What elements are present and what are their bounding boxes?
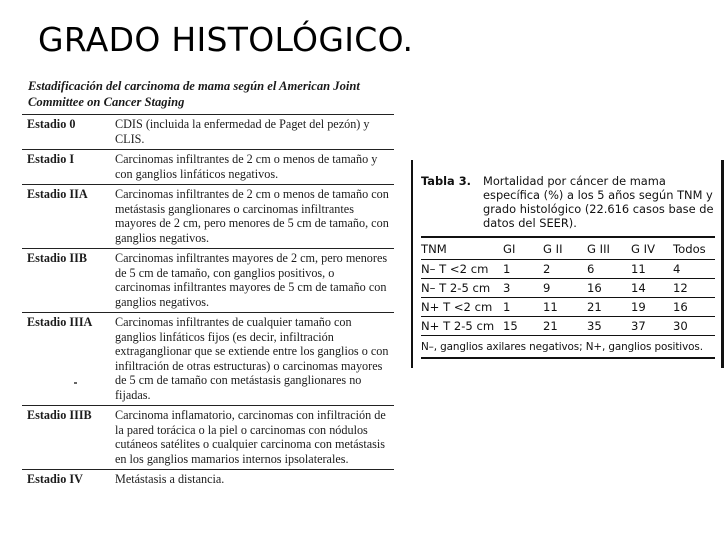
stage-name: Estadio IIB [27, 251, 87, 265]
stage-row [22, 312, 394, 405]
table-cell: 3 [503, 279, 543, 298]
stage-row [22, 149, 394, 184]
stage-row [22, 248, 394, 312]
table-header-row [421, 238, 715, 260]
stage-description: Carcinoma inflamatorio, carcinomas con infiltración de la pared torácica o la piel o carcinomas con nódulos cutáneos satélites o cualquier carcinoma con metástasis en los ganglios mamarios internos ipsolaterales. [115, 408, 386, 466]
stage-name: Estadio IIIB [27, 408, 92, 422]
table-cell: 19 [631, 298, 673, 317]
staging-table [22, 78, 394, 540]
stage-row [22, 405, 394, 469]
table-cell: 21 [543, 317, 587, 336]
table-footnote: N–, ganglios axilares negativos; N+, ganglios positivos. [421, 341, 703, 353]
column-header: G III [587, 242, 610, 256]
mortality-table-panel [411, 160, 724, 368]
table-label: Tabla 3. [421, 174, 471, 188]
stage-name: Estadio IV [27, 472, 83, 486]
table-cell: N+ T 2-5 cm [421, 317, 503, 336]
staging-heading: Estadificación del carcinoma de mama según el American Joint Committee on Cancer Staging [28, 79, 360, 109]
table-cell: 14 [631, 279, 673, 298]
table-cell: 4 [673, 260, 715, 279]
table-row [421, 317, 715, 336]
stage-row [22, 114, 394, 149]
scan-speck [74, 382, 77, 384]
table-row [421, 260, 715, 279]
stage-description: Metástasis a distancia. [115, 472, 225, 486]
column-header: G IV [631, 242, 656, 256]
stage-name: Estadio IIIA [27, 315, 93, 329]
table-cell: 12 [673, 279, 715, 298]
table-cell: N– T <2 cm [421, 260, 503, 279]
column-header: GI [503, 242, 516, 256]
stage-description: Carcinomas infiltrantes mayores de 2 cm, pero menores de 5 cm de tamaño, con ganglios positivos, o carcinomas infiltrantes mayores de 5 cm de tamaño con ganglios negativos. [115, 251, 388, 309]
stage-description: Carcinomas infiltrantes de 2 cm o menos de tamaño con metástasis ganglionares o carcinomas infiltrantes mayores de 2 cm, pero menores de 5 cm de tamaño, con ganglios negativos. [115, 187, 389, 245]
mortality-table [421, 238, 715, 335]
table-foot-rule [421, 357, 715, 359]
table-cell: 37 [631, 317, 673, 336]
table-cell: 1 [503, 260, 543, 279]
stage-name: Estadio 0 [27, 117, 76, 131]
table-caption: Mortalidad por cáncer de mama específica (%) a los 5 años según TNM y grado histológico (22.616 casos base de datos del SEER). [483, 174, 714, 230]
column-header: TNM [421, 242, 447, 256]
table-row [421, 279, 715, 298]
column-header: Todos [673, 242, 706, 256]
stage-description: Carcinomas infiltrantes de 2 cm o menos de tamaño y con ganglios linfáticos negativos. [115, 152, 378, 181]
table-cell: 11 [631, 260, 673, 279]
table-cell: N+ T <2 cm [421, 298, 503, 317]
stage-name: Estadio I [27, 152, 75, 166]
table-cell: N– T 2-5 cm [421, 279, 503, 298]
column-header: G II [543, 242, 563, 256]
stage-row [22, 184, 394, 248]
table-cell: 21 [587, 298, 631, 317]
table-cell: 1 [503, 298, 543, 317]
table-cell: 16 [673, 298, 715, 317]
table-cell: 35 [587, 317, 631, 336]
stage-description: Carcinomas infiltrantes de cualquier tamaño con ganglios linfáticos fijos (es decir, infiltración extraganglionar que se extiende entre los ganglios o con infiltración de otras estructuras) o carcinomas mayores de 5 cm de tamaño con metástasis ganglionares no fijadas. [115, 315, 389, 402]
table-cell: 30 [673, 317, 715, 336]
table-cell: 11 [543, 298, 587, 317]
table-cell: 16 [587, 279, 631, 298]
table-cell: 15 [503, 317, 543, 336]
slide-title: GRADO HISTOLÓGICO. [38, 20, 414, 59]
table-cell: 6 [587, 260, 631, 279]
table-header [413, 160, 721, 230]
table-cell: 2 [543, 260, 587, 279]
table-row [421, 298, 715, 317]
stage-row [22, 469, 394, 490]
stage-description: CDIS (incluida la enfermedad de Paget del pezón) y CLIS. [115, 117, 370, 146]
table-cell: 9 [543, 279, 587, 298]
stage-name: Estadio IIA [27, 187, 88, 201]
